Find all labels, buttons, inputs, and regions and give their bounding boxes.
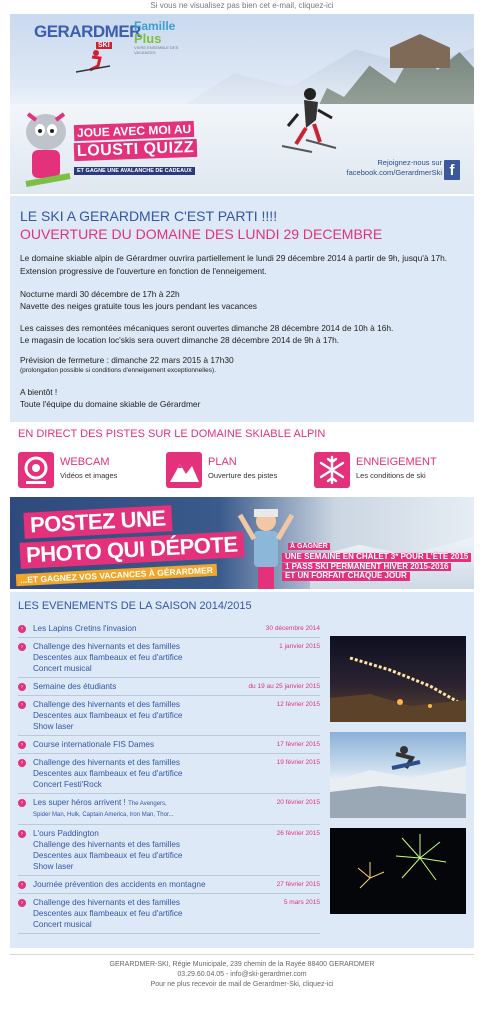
bullet-arrow-icon: › [18,701,26,709]
plan-sub: Ouverture des pistes [208,471,278,480]
event-line: Challenge des hivernants et des familles [33,840,181,849]
intro-paragraph-1: Le domaine skiable alpin de Gérardmer ouvrira partiellement le lundi 29 décembre 2014 à partir de 9h, jusqu'à 17h. Extension progressive de l'ouverture en fonction de l'enneigement. [20,253,448,276]
event-date: du 19 au 25 janvier 2015 [248,683,320,690]
event-date: 30 décembre 2014 [265,625,320,632]
bullet-arrow-icon: › [18,643,26,651]
event-line: Les super héros arrivent ! [33,798,126,807]
contest-line-3: ...ET GAGNEZ VOS VACANCES À GÉRARDMER [16,564,217,587]
event-line: Course internationale FIS Dames [33,740,155,749]
event-line: Semaine des étudiants [33,682,117,691]
event-line: Challenge des hivernants et des familles [33,898,181,907]
quizz-line-3: ET GAGNE UNE AVALANCHE DE CADEAUX [74,167,195,175]
event-extra: The Avengers, [128,801,167,807]
plan-label: PLAN [208,456,237,468]
lousti-mascot [20,106,76,192]
intro-paragraph-4: Prévision de fermeture : dimanche 22 mars 2015 à 17h30 [20,355,234,365]
top-notice[interactable] [0,0,484,14]
event-line: Descentes aux flambeaux et feu d'artifice [33,711,183,720]
event-date: 27 février 2015 [276,881,320,888]
quizz-line-1: JOUE AVEC MOI AU [74,121,195,141]
facebook-icon[interactable]: f [444,160,460,180]
event-item[interactable] [18,620,320,638]
bullet-arrow-icon: › [18,799,26,807]
event-item[interactable] [18,754,320,794]
event-date: 17 février 2015 [276,741,320,748]
gerardmer-logo[interactable] [32,20,141,80]
event-line: Show laser [33,862,74,871]
event-item[interactable] [18,825,320,876]
event-item[interactable] [18,736,320,754]
contest-line-2: PHOTO QUI DÉPOTE [19,531,244,569]
enneigement-link[interactable] [314,452,464,492]
contest-line-1: POSTEZ UNE [23,505,172,539]
mountain-plan-icon [166,452,202,488]
footer-unsubscribe[interactable]: Pour ne plus recevoir de mail de Gerardmer-Ski, cliquez-ici [150,981,334,988]
event-date: 26 février 2015 [276,830,320,837]
bullet-arrow-icon: › [18,759,26,767]
event-date: 20 février 2015 [276,799,320,806]
photo-contest-banner[interactable] [10,497,474,589]
bullet-arrow-icon: › [18,881,26,889]
webcam-sub: Vidéos et images [60,471,118,480]
plus-text: Plus [134,31,162,46]
intro-section [10,196,474,422]
footer-contact[interactable]: 03.29.60.04.05 - info@ski-gerardmer.com [177,971,307,978]
footer-address: GERARDMER-SKI, Régie Municipale, 239 chemin de la Rayée 88400 GERARDMER [109,961,375,968]
event-line: Challenge des hivernants et des familles [33,642,181,651]
event-item[interactable] [18,876,320,894]
snowboarder-photo [330,732,466,818]
event-item[interactable] [18,638,320,678]
event-line: Challenge des hivernants et des familles [33,700,181,709]
enneigement-sub: Les conditions de ski [356,471,426,480]
bullet-arrow-icon: › [18,830,26,838]
intro-subtitle: OUVERTURE DU DOMAINE DES LUNDI 29 DECEMBRE [20,226,383,242]
direct-links [18,452,464,492]
prize-2: 1 PASS SKI PERMANENT HIVER 2015-2016 [282,563,451,572]
events-list [18,620,320,934]
footer [10,954,474,1025]
intro-paragraph-2a: Nocturne mardi 30 décembre de 17h à 22h [20,289,180,299]
intro-paragraph-2b: Navette des neiges gratuite tous les jours pendant les vacances [20,301,257,311]
event-item[interactable] [18,894,320,934]
direct-title: EN DIRECT DES PISTES SUR LE DOMAINE SKIABLE ALPIN [18,428,326,440]
torchlight-descent-photo [330,636,466,722]
event-line: Descentes aux flambeaux et feu d'artifice [33,851,183,860]
bullet-arrow-icon: › [18,683,26,691]
prize-list [282,553,472,582]
header-banner[interactable] [10,14,474,194]
logo-text: GERARDMER [34,22,141,41]
famille-tagline: VIVRE ENSEMBLE DES VACANCES [134,45,179,55]
event-line: Challenge des hivernants et des familles [33,758,181,767]
webcam-icon [18,452,54,488]
event-item[interactable] [18,678,320,696]
event-line: Les Lapins Cretins l'invasion [33,624,137,633]
webcam-link[interactable] [18,452,158,492]
skier-logo-icon [72,48,112,76]
snowflake-icon [314,452,350,488]
chalet-image [390,34,450,68]
bullet-arrow-icon: › [18,899,26,907]
intro-paragraph-5b: Toute l'équipe du domaine skiable de Gérardmer [20,399,201,409]
event-line: Concert Festi'Rock [33,780,102,789]
quizz-line-2: LOUSTI QUIZZ [74,139,198,161]
view-online-link[interactable]: Si vous ne visualisez pas bien cet e-mail, cliquez-ici [150,1,334,10]
logo-ski-badge: SKI [98,42,110,49]
event-line: Show laser [33,722,74,731]
famille-text: Famille [134,19,176,33]
intro-paragraph-5a: A bientôt ! [20,387,58,397]
prize-1: UNE SEMAINE EN CHALET 3* POUR L'ÉTÉ 2015 [282,553,471,562]
event-item[interactable] [18,794,320,825]
social-line-2[interactable]: facebook.com/GerardmerSki [346,168,442,177]
event-line: Concert musical [33,920,92,929]
event-date: 1 janvier 2015 [279,643,320,650]
bullet-arrow-icon: › [18,625,26,633]
event-date: 12 février 2015 [276,701,320,708]
fireworks-photo [330,828,466,914]
intro-title: LE SKI A GERARDMER C'EST PARTI !!!! [20,208,278,224]
event-line: Descentes aux flambeaux et feu d'artifice [33,653,183,662]
event-line: Descentes aux flambeaux et feu d'artifice [33,909,183,918]
events-title: LES EVENEMENTS DE LA SAISON 2014/2015 [18,600,252,612]
event-item[interactable] [18,696,320,736]
event-date: 5 mars 2015 [283,899,320,906]
intro-paragraph-4-note: (prolongation possible si conditions d'enneigement exceptionnelles). [20,367,217,374]
events-section [10,592,474,948]
event-line: Descentes aux flambeaux et feu d'artifice [33,769,183,778]
event-date: 19 février 2015 [276,759,320,766]
event-line: Journée prévention des accidents en montagne [33,880,206,889]
webcam-label: WEBCAM [60,456,110,468]
bullet-arrow-icon: › [18,741,26,749]
skier-photo [278,84,338,154]
prize-label: À GAGNER [290,543,328,550]
quizz-promo[interactable] [74,122,214,177]
enneigement-label: ENNEIGEMENT [356,456,437,468]
famille-plus-logo[interactable] [134,20,198,74]
social-line-1: Rejoignez-nous sur [377,158,442,167]
event-extra-2: Spider Man, Hulk, Captain America, Iron Man, Thor... [33,812,174,818]
prize-3: ET UN FORFAIT CHAQUE JOUR [282,572,410,581]
plan-link[interactable] [166,452,306,492]
event-line: Concert musical [33,664,92,673]
intro-paragraph-3a: Les caisses des remontées mécaniques seront ouvertes dimanche 28 décembre 2014 de 10h à 16h. [20,323,394,333]
event-line: L'ours Paddington [33,829,99,838]
intro-paragraph-3b: Le magasin de location loc'skis sera ouvert dimanche 28 décembre 2014 de 9h à 17h. [20,335,340,345]
